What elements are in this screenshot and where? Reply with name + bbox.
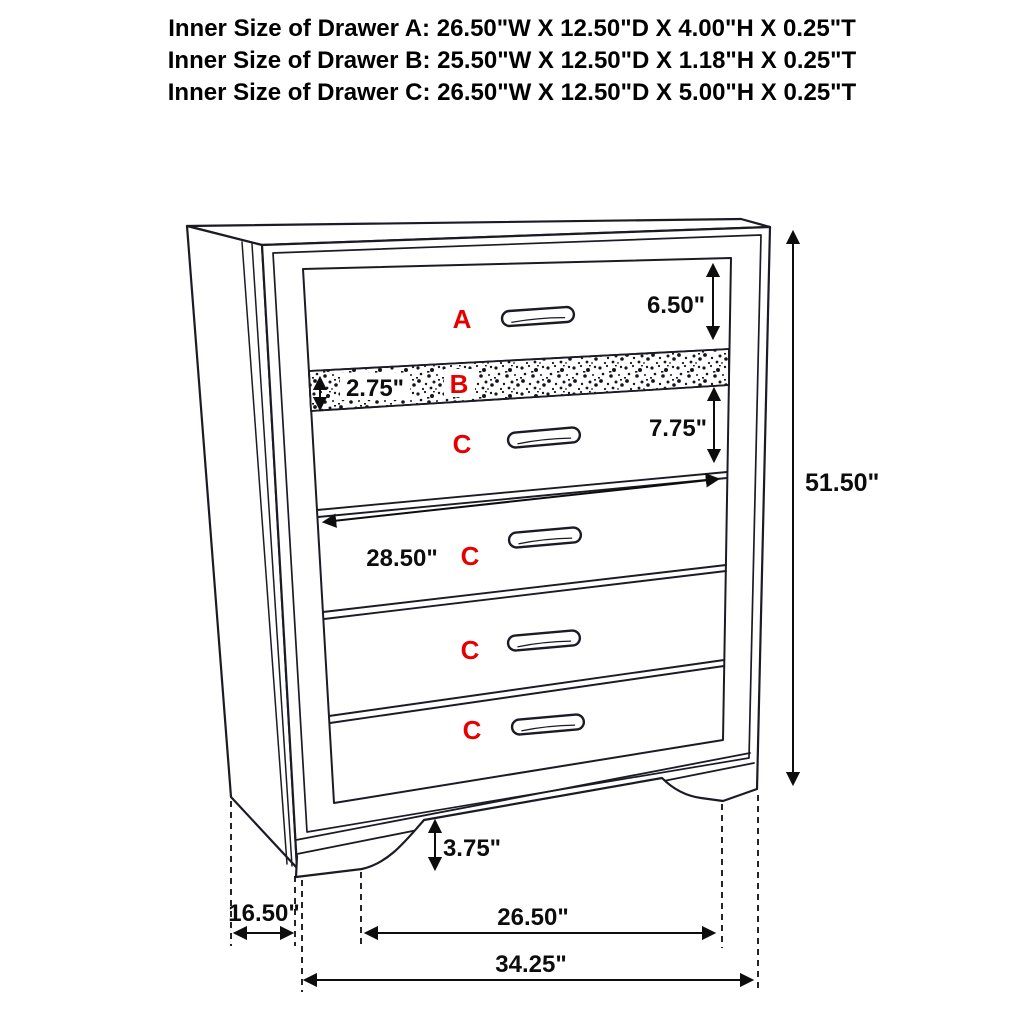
dimension-label-foot-height: 3.75" [442,835,502,862]
dimension-label-side-depth: 16.50" [228,900,300,927]
spec-line-drawer-a: Inner Size of Drawer A: 26.50"W X 12.50"D X 4.00"H X 0.25"T [168,15,856,42]
dimension-label-between-feet-width: 26.50" [497,904,569,931]
dimension-label-drawer-a-height: 6.50" [646,292,706,319]
dimension-label-overall-height: 51.50" [805,469,880,497]
drawer-a-label: A [452,304,472,334]
spec-line-drawer-b: Inner Size of Drawer B: 25.50"W X 12.50"D X 1.18"H X 0.25"T [167,47,857,74]
dimension-label-overall-width: 34.25" [495,951,567,978]
drawer-c1-label: C [452,429,472,459]
drawer-c2-label: C [460,541,480,571]
dimension-label-drawer-c-height: 7.75" [648,415,708,442]
drawer-b-label: B [449,369,469,399]
dimension-label-drawer-b-height: 2.75" [345,375,405,402]
dimension-label-drawer-width: 28.50" [366,545,438,572]
drawer-c4-label: C [462,715,482,745]
spec-line-drawer-c: Inner Size of Drawer C: 26.50"W X 12.50"D X 5.00"H X 0.25"T [167,79,857,106]
drawer-c3-label: C [460,635,480,665]
